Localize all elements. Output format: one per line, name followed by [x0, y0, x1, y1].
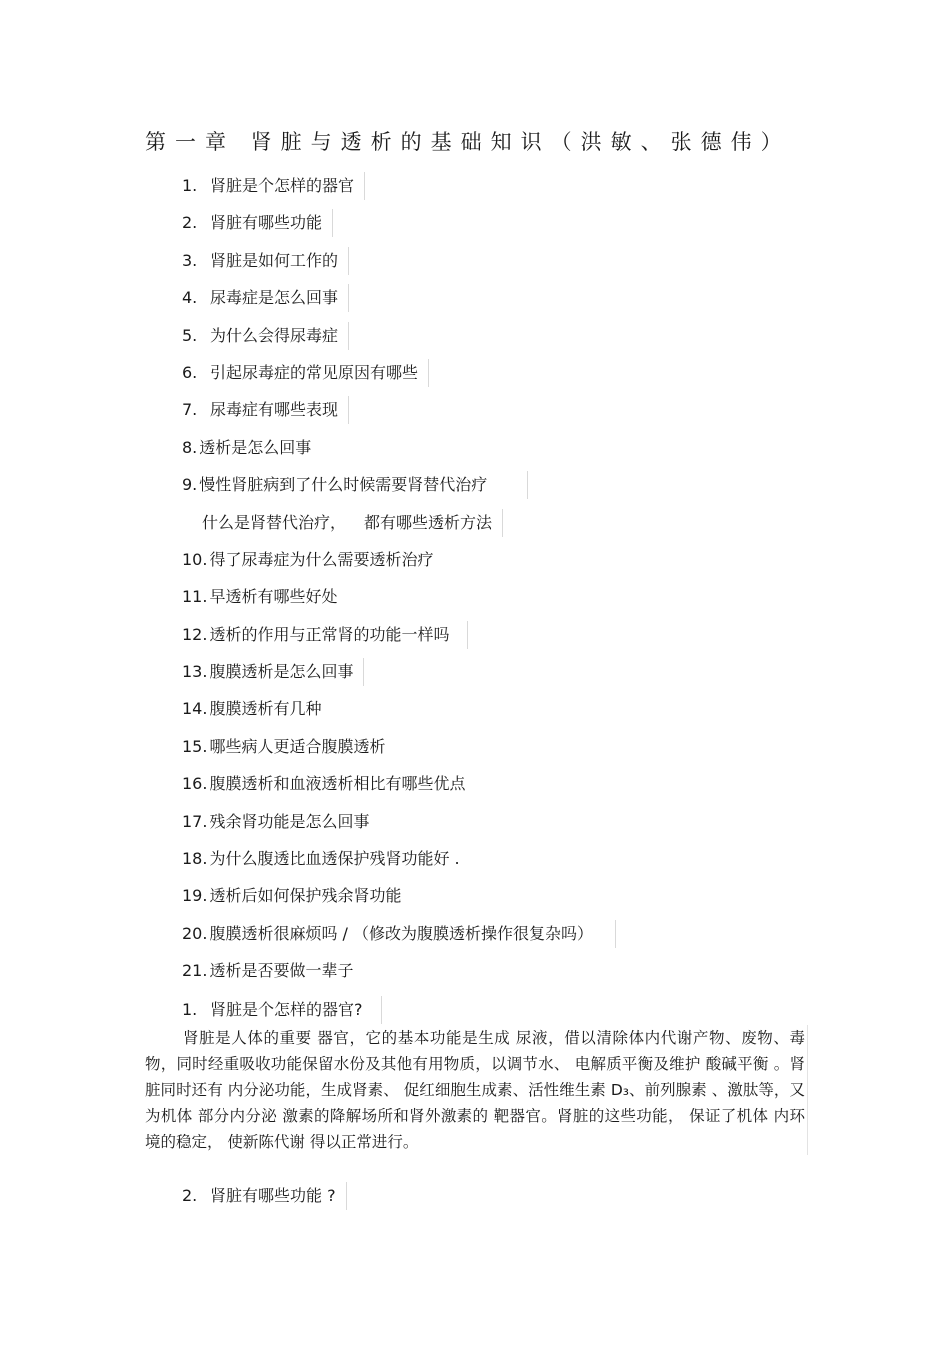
- toc-item: [182, 583, 616, 620]
- toc-text: 腹膜透析是怎么回事: [209, 658, 364, 686]
- toc-text: 腹膜透析和血液透析相比有哪些优点: [209, 774, 466, 794]
- toc-number: 5.: [182, 325, 198, 345]
- toc-number: 3.: [182, 250, 198, 270]
- toc-item: [182, 845, 616, 882]
- toc-text: 腹膜透析很麻烦吗 / （修改为腹膜透析操作很复杂吗）: [209, 920, 616, 948]
- toc-number: 18.: [182, 849, 208, 869]
- section-title: 肾脏是个怎样的器官?: [210, 996, 382, 1024]
- section-1-heading: [182, 996, 382, 1024]
- toc-text: 为什么会得尿毒症: [210, 322, 349, 350]
- toc-number: 10.: [182, 549, 208, 569]
- toc-item: [182, 957, 616, 994]
- toc-item: [182, 434, 616, 471]
- toc-number: 19.: [182, 886, 208, 906]
- toc-item: [182, 770, 616, 807]
- toc-number: 15.: [182, 736, 208, 756]
- toc-text: 透析是否要做一辈子: [209, 961, 354, 981]
- toc-text: 慢性肾脏病到了什么时候需要肾替代治疗: [199, 471, 528, 499]
- section-number: 1.: [182, 1000, 198, 1019]
- toc-item: [182, 284, 616, 321]
- toc-item: [182, 808, 616, 845]
- toc-number: 11.: [182, 587, 208, 607]
- chapter-title: 第一章 肾脏与透析的基础知识（洪敏、张德伟）: [145, 130, 791, 154]
- toc-number: 17.: [182, 811, 208, 831]
- toc-item: [182, 733, 616, 770]
- toc-item: [182, 658, 616, 695]
- toc-number: 7.: [182, 400, 198, 420]
- toc-number: 12.: [182, 624, 208, 644]
- toc-text: 尿毒症有哪些表现: [210, 396, 349, 424]
- toc-text: 早透析有哪些好处: [209, 587, 338, 607]
- toc-item: [182, 882, 616, 919]
- toc-number: 21.: [182, 961, 208, 981]
- table-of-contents: [182, 172, 616, 995]
- toc-item: [182, 209, 616, 246]
- toc-number: 16.: [182, 774, 208, 794]
- toc-item: [182, 546, 616, 583]
- toc-item: [182, 172, 616, 209]
- toc-item: [182, 471, 616, 508]
- toc-item: [182, 621, 616, 658]
- toc-item: [182, 322, 616, 359]
- toc-text: 哪些病人更适合腹膜透析: [209, 736, 386, 756]
- toc-item: [182, 509, 616, 546]
- toc-text: 肾脏是个怎样的器官: [210, 172, 365, 200]
- toc-item: [182, 396, 616, 433]
- toc-text: 都有哪些透析方法: [364, 509, 503, 537]
- toc-number: 20.: [182, 923, 208, 943]
- toc-number: 6.: [182, 362, 198, 382]
- toc-number: 14.: [182, 699, 208, 719]
- toc-item: [182, 920, 616, 957]
- toc-text: 透析是怎么回事: [199, 437, 312, 457]
- section-number: 2.: [182, 1186, 198, 1205]
- toc-text: 残余肾功能是怎么回事: [209, 811, 370, 831]
- toc-text: 透析的作用与正常肾的功能一样吗: [209, 621, 468, 649]
- toc-text: 肾脏有哪些功能: [210, 209, 333, 237]
- toc-number: 4.: [182, 288, 198, 308]
- toc-item: [182, 359, 616, 396]
- section-1-body: 肾脏是人体的重要 器官，它的基本功能是生成 尿液，借以清除体内代谢产物、废物、毒物，同时经重吸收功能保留水份及其他有用物质，以调节水、 电解质平衡及维护 酸碱平衡 。肾脏同时还有 内分泌功能，生成肾素、 促红细胞生成素、活性维生素 D₃、前列腺素 、激肽等，又为机体 部分内分泌 激素的降解场所和肾外激素的 靶器官。肾脏的这些功能， 保证了机体 内环境的稳定， 使新陈代谢 得以正常进行。: [145, 1025, 808, 1155]
- toc-item: [182, 695, 616, 732]
- toc-text: 为什么腹透比血透保护残肾功能好 .: [209, 849, 460, 869]
- toc-number: 9.: [182, 475, 198, 495]
- toc-text: 肾脏是如何工作的: [210, 247, 349, 275]
- section-title: 肾脏有哪些功能 ?: [210, 1182, 347, 1210]
- toc-number: 1.: [182, 176, 198, 195]
- toc-text: 透析后如何保护残余肾功能: [209, 886, 402, 906]
- toc-number: 13.: [182, 662, 208, 682]
- toc-text: 尿毒症是怎么回事: [210, 284, 349, 312]
- toc-text: 腹膜透析有几种: [209, 699, 322, 719]
- toc-text: 引起尿毒症的常见原因有哪些: [210, 359, 429, 387]
- toc-text: 得了尿毒症为什么需要透析治疗: [209, 549, 434, 569]
- toc-number: 2.: [182, 213, 198, 233]
- toc-text: 什么是肾替代治疗，: [202, 512, 347, 532]
- section-2-heading: [182, 1182, 347, 1210]
- toc-item: [182, 247, 616, 284]
- toc-number: 8.: [182, 437, 198, 457]
